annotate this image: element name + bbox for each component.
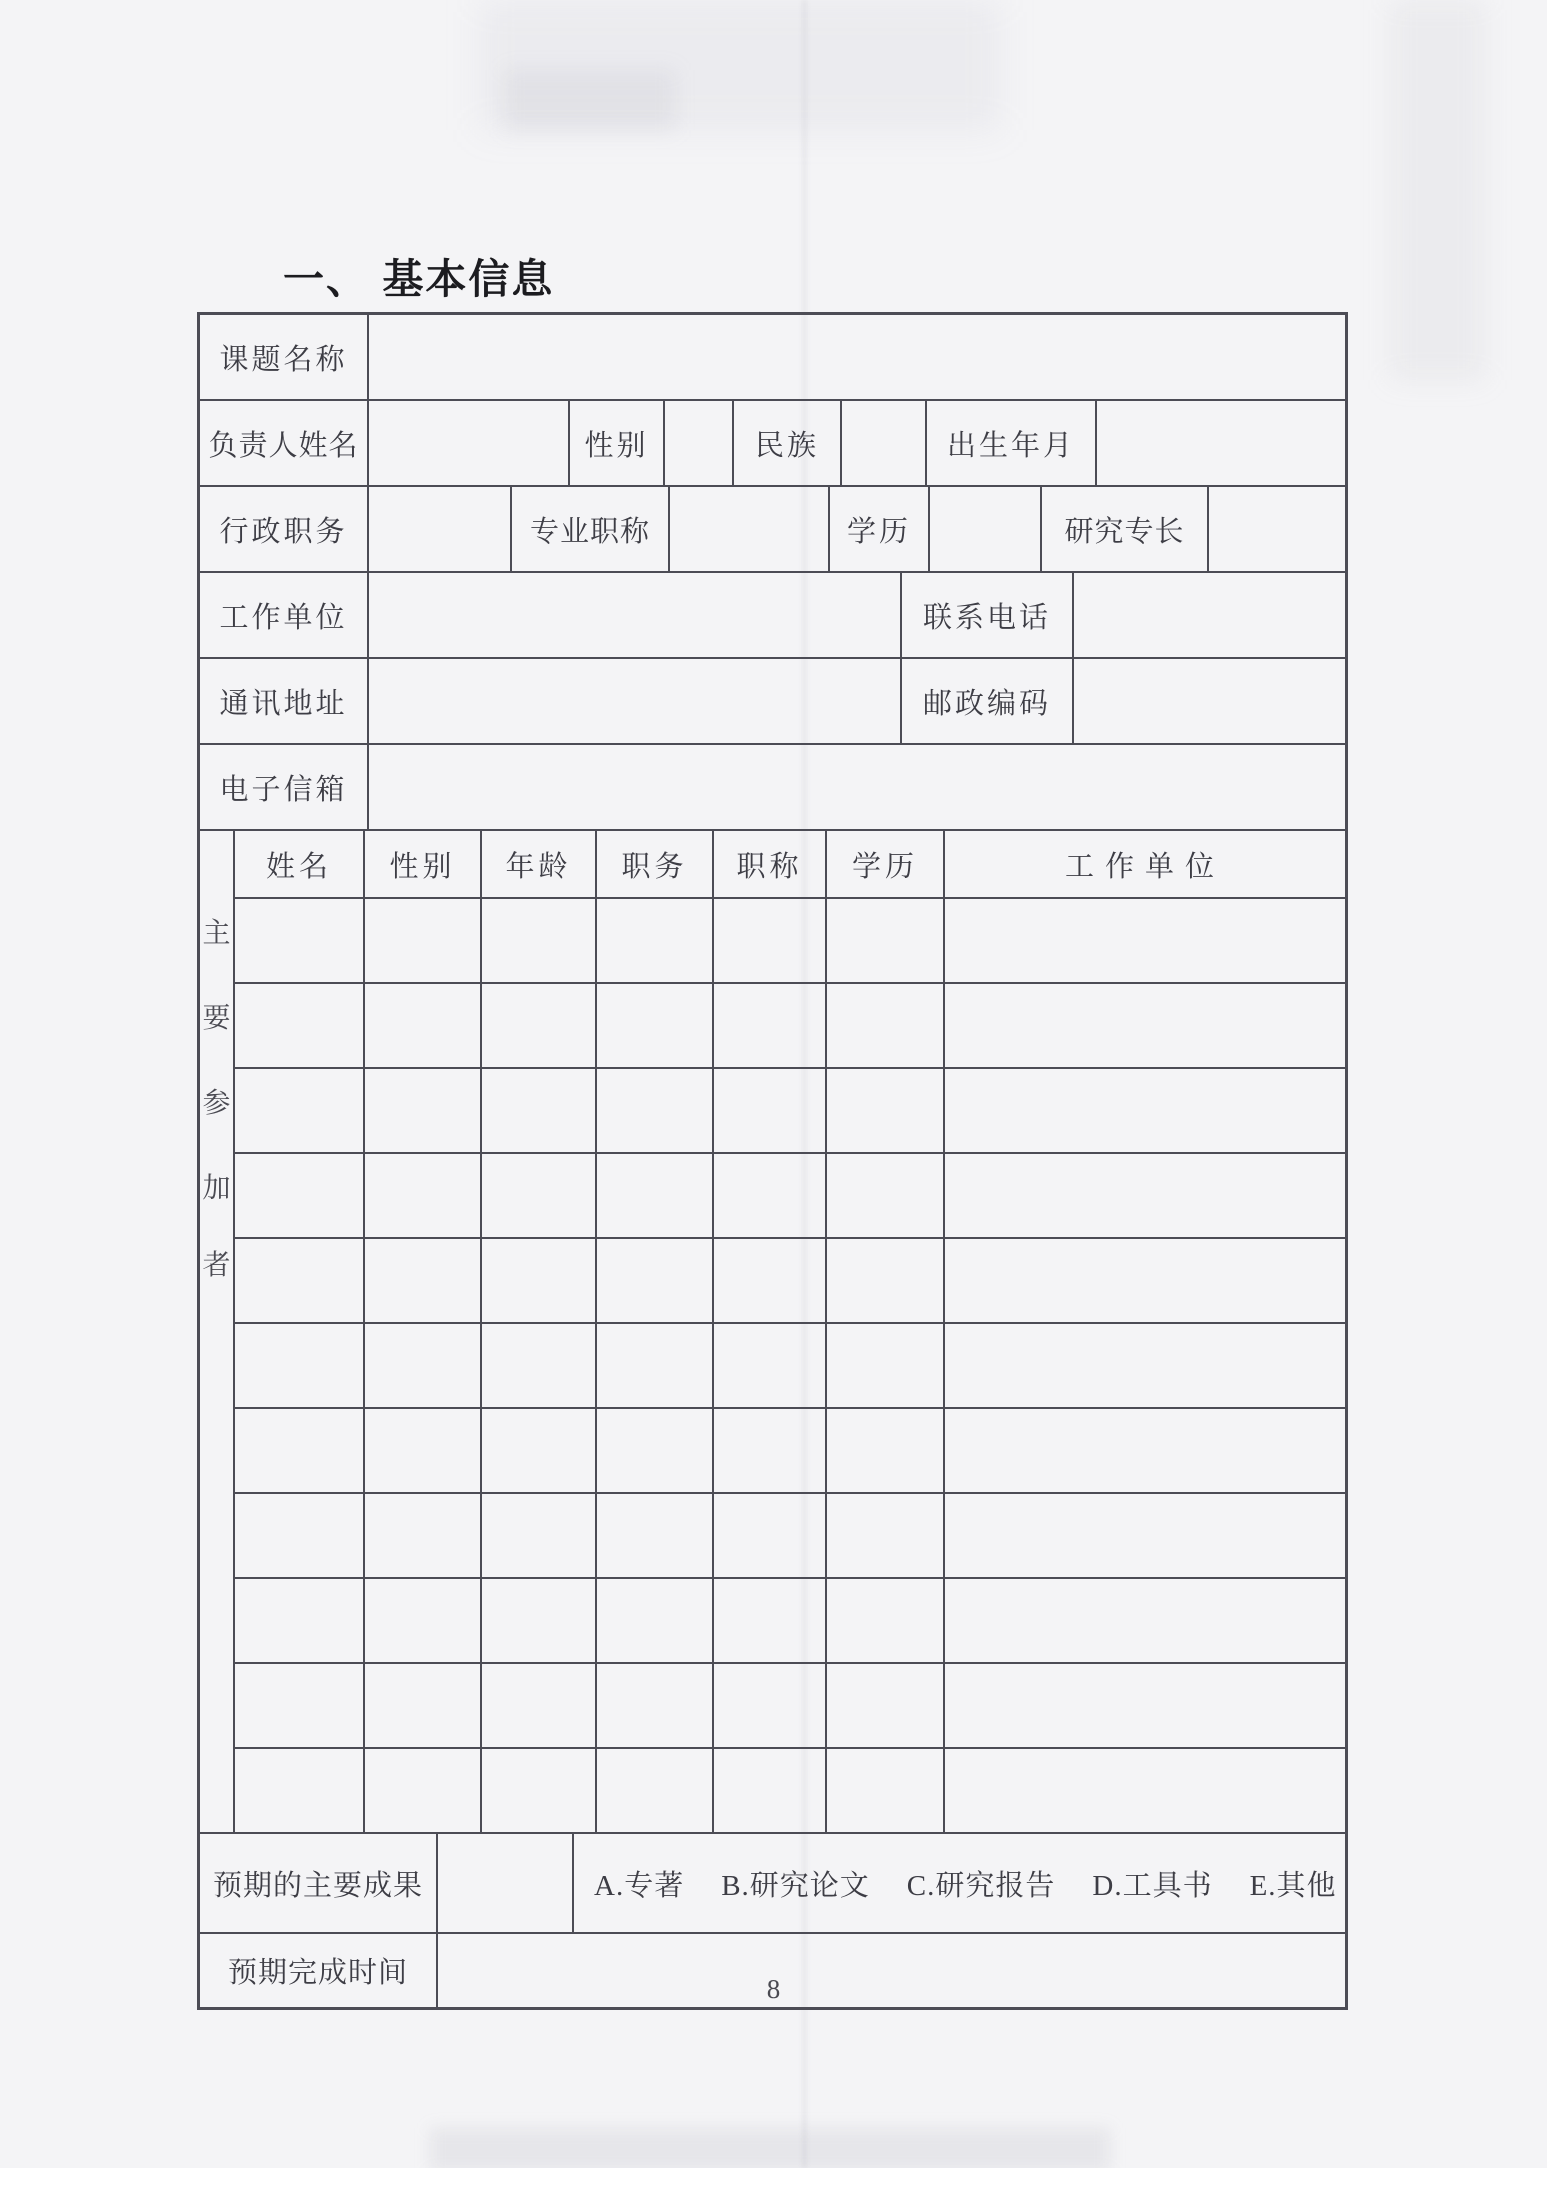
participants-label-char: 加 bbox=[202, 1173, 231, 1204]
participant-education-cell bbox=[825, 1069, 943, 1152]
participant-gender-cell bbox=[363, 1579, 480, 1662]
participant-age-cell bbox=[480, 1664, 595, 1747]
participants-col-gender: 性别 bbox=[389, 850, 456, 883]
participants-col-work-unit: 工作单位 bbox=[1064, 850, 1225, 883]
participant-empty-row bbox=[233, 1067, 1345, 1152]
participants-col-work-unit-cell bbox=[943, 831, 1345, 897]
contact-phone-label: 联系电话 bbox=[922, 601, 1051, 634]
participant-empty-row bbox=[233, 1747, 1345, 1832]
contact-phone-label-cell bbox=[900, 573, 1072, 657]
participant-name-cell bbox=[233, 899, 363, 982]
gender-value-cell bbox=[663, 401, 732, 485]
postal-code-value-cell bbox=[1072, 659, 1345, 743]
participant-gender-cell bbox=[363, 984, 480, 1067]
address-row bbox=[200, 657, 1345, 743]
section-title: 一、 基本信息 bbox=[283, 256, 555, 302]
participant-empty-row bbox=[233, 1407, 1345, 1492]
professional-title-value-cell bbox=[668, 487, 828, 571]
option-other: E.其他 bbox=[1249, 1869, 1337, 1902]
participant-gender-cell bbox=[363, 1324, 480, 1407]
participant-name-cell bbox=[233, 1154, 363, 1237]
participant-age-cell bbox=[480, 899, 595, 982]
education-value-cell bbox=[928, 487, 1040, 571]
participant-age-cell bbox=[480, 1409, 595, 1492]
participants-header-row bbox=[233, 831, 1345, 897]
participant-post-cell bbox=[595, 1579, 712, 1662]
participant-gender-cell bbox=[363, 1409, 480, 1492]
participants-col-post: 职务 bbox=[621, 850, 688, 883]
participant-name-cell bbox=[233, 1069, 363, 1152]
participant-post-cell bbox=[595, 1239, 712, 1322]
gender-label-cell bbox=[568, 401, 663, 485]
participants-col-title-cell bbox=[712, 831, 825, 897]
leader-name-label: 负责人姓名 bbox=[208, 429, 359, 462]
participants-section bbox=[200, 829, 1345, 1832]
participant-education-cell bbox=[825, 1324, 943, 1407]
expected-results-options-cell bbox=[572, 1834, 1345, 1932]
birth-date-value-cell bbox=[1095, 401, 1345, 485]
participant-post-cell bbox=[595, 899, 712, 982]
professional-title-label-cell bbox=[510, 487, 668, 571]
participant-name-cell bbox=[233, 1239, 363, 1322]
participant-name-cell bbox=[233, 1324, 363, 1407]
participant-gender-cell bbox=[363, 1494, 480, 1577]
participant-education-cell bbox=[825, 1409, 943, 1492]
postal-code-label-cell bbox=[900, 659, 1072, 743]
email-label: 电子信箱 bbox=[219, 773, 348, 806]
participant-title-cell bbox=[712, 1664, 825, 1747]
participant-post-cell bbox=[595, 1749, 712, 1832]
basic-info-table bbox=[197, 312, 1348, 2010]
work-unit-label-cell bbox=[200, 573, 367, 657]
participants-col-post-cell bbox=[595, 831, 712, 897]
participant-empty-row bbox=[233, 1237, 1345, 1322]
participant-age-cell bbox=[480, 1069, 595, 1152]
option-research-report: C.研究报告 bbox=[906, 1869, 1056, 1902]
page-number: 8 bbox=[766, 1974, 781, 2004]
mailing-address-label: 通讯地址 bbox=[219, 687, 348, 720]
participant-education-cell bbox=[825, 984, 943, 1067]
participant-title-cell bbox=[712, 1494, 825, 1577]
ethnicity-label: 民族 bbox=[754, 429, 819, 462]
participants-table bbox=[233, 831, 1345, 1832]
scan-smudge-top-small bbox=[505, 70, 675, 130]
participants-col-title: 职称 bbox=[736, 850, 803, 883]
contact-phone-value-cell bbox=[1072, 573, 1345, 657]
email-label-cell bbox=[200, 745, 367, 829]
participant-name-cell bbox=[233, 984, 363, 1067]
expected-results-row bbox=[200, 1832, 1345, 1932]
project-name-label: 课题名称 bbox=[219, 343, 348, 376]
participant-empty-row bbox=[233, 1322, 1345, 1407]
birth-date-label-cell bbox=[925, 401, 1095, 485]
participants-col-education: 学历 bbox=[851, 850, 918, 883]
participants-col-age: 年龄 bbox=[505, 850, 572, 883]
participant-post-cell bbox=[595, 1664, 712, 1747]
participants-col-name: 姓名 bbox=[265, 850, 332, 883]
participants-label-char: 主 bbox=[202, 918, 231, 949]
participant-age-cell bbox=[480, 1749, 595, 1832]
participant-title-cell bbox=[712, 1069, 825, 1152]
work-unit-label: 工作单位 bbox=[219, 601, 348, 634]
participants-body bbox=[233, 897, 1345, 1832]
participant-title-cell bbox=[712, 1324, 825, 1407]
research-specialty-label-cell bbox=[1040, 487, 1207, 571]
participant-gender-cell bbox=[363, 1154, 480, 1237]
participant-empty-row bbox=[233, 897, 1345, 982]
scan-smudge-top bbox=[480, 0, 1000, 130]
leader-name-label-cell bbox=[200, 401, 367, 485]
participant-title-cell bbox=[712, 1409, 825, 1492]
participant-title-cell bbox=[712, 899, 825, 982]
participant-education-cell bbox=[825, 899, 943, 982]
participants-label-char: 者 bbox=[202, 1250, 231, 1281]
participant-title-cell bbox=[712, 1154, 825, 1237]
email-value-cell bbox=[367, 745, 1345, 829]
participant-name-cell bbox=[233, 1409, 363, 1492]
scan-smudge-bottom bbox=[430, 2128, 1110, 2172]
participant-work-unit-cell bbox=[943, 1749, 1345, 1832]
admin-post-label-cell bbox=[200, 487, 367, 571]
participants-label-char: 参 bbox=[202, 1088, 231, 1119]
participant-age-cell bbox=[480, 984, 595, 1067]
participant-education-cell bbox=[825, 1154, 943, 1237]
work-unit-row bbox=[200, 571, 1345, 657]
position-row bbox=[200, 485, 1345, 571]
expected-results-label-cell bbox=[200, 1834, 436, 1932]
participant-name-cell bbox=[233, 1664, 363, 1747]
participant-education-cell bbox=[825, 1239, 943, 1322]
project-name-value-cell bbox=[367, 315, 1345, 399]
expected-completion-label: 预期完成时间 bbox=[227, 1957, 408, 1989]
participant-age-cell bbox=[480, 1494, 595, 1577]
participants-col-age-cell bbox=[480, 831, 595, 897]
participant-name-cell bbox=[233, 1494, 363, 1577]
participant-gender-cell bbox=[363, 1069, 480, 1152]
scan-smudge-right bbox=[1390, 0, 1485, 380]
participant-age-cell bbox=[480, 1154, 595, 1237]
participant-work-unit-cell bbox=[943, 1239, 1345, 1322]
participant-post-cell bbox=[595, 1494, 712, 1577]
participant-gender-cell bbox=[363, 899, 480, 982]
participant-title-cell bbox=[712, 984, 825, 1067]
participant-age-cell bbox=[480, 1579, 595, 1662]
participants-col-name-cell bbox=[233, 831, 363, 897]
participant-work-unit-cell bbox=[943, 1409, 1345, 1492]
participant-empty-row bbox=[233, 1662, 1345, 1747]
participant-work-unit-cell bbox=[943, 1664, 1345, 1747]
birth-date-label: 出生年月 bbox=[946, 429, 1075, 462]
gender-label: 性别 bbox=[584, 429, 649, 462]
participant-education-cell bbox=[825, 1664, 943, 1747]
participants-col-education-cell bbox=[825, 831, 943, 897]
expected-results-label: 预期的主要成果 bbox=[212, 1869, 423, 1902]
participant-gender-cell bbox=[363, 1664, 480, 1747]
participant-education-cell bbox=[825, 1579, 943, 1662]
participant-work-unit-cell bbox=[943, 1324, 1345, 1407]
participant-education-cell bbox=[825, 1494, 943, 1577]
research-specialty-value-cell bbox=[1207, 487, 1345, 571]
postal-code-label: 邮政编码 bbox=[922, 687, 1051, 720]
participant-empty-row bbox=[233, 982, 1345, 1067]
participant-work-unit-cell bbox=[943, 984, 1345, 1067]
participant-work-unit-cell bbox=[943, 1154, 1345, 1237]
work-unit-value-cell bbox=[367, 573, 900, 657]
participant-age-cell bbox=[480, 1324, 595, 1407]
participant-empty-row bbox=[233, 1492, 1345, 1577]
participants-label-char: 要 bbox=[202, 1003, 231, 1034]
research-specialty-label: 研究专长 bbox=[1064, 515, 1185, 548]
participant-post-cell bbox=[595, 1324, 712, 1407]
participant-post-cell bbox=[595, 1154, 712, 1237]
mailing-address-label-cell bbox=[200, 659, 367, 743]
scan-edge-strip bbox=[0, 2168, 1547, 2190]
participant-post-cell bbox=[595, 984, 712, 1067]
participant-work-unit-cell bbox=[943, 899, 1345, 982]
ethnicity-value-cell bbox=[840, 401, 925, 485]
expected-results-empty-cell bbox=[436, 1834, 572, 1932]
option-research-paper: B.研究论文 bbox=[721, 1869, 870, 1902]
participant-empty-row bbox=[233, 1577, 1345, 1662]
participants-col-gender-cell bbox=[363, 831, 480, 897]
admin-post-value-cell bbox=[367, 487, 510, 571]
participant-empty-row bbox=[233, 1152, 1345, 1237]
education-label: 学历 bbox=[846, 515, 911, 548]
admin-post-label: 行政职务 bbox=[219, 515, 348, 548]
participant-title-cell bbox=[712, 1749, 825, 1832]
participant-work-unit-cell bbox=[943, 1579, 1345, 1662]
participant-post-cell bbox=[595, 1069, 712, 1152]
participant-age-cell bbox=[480, 1239, 595, 1322]
project-name-label-cell bbox=[200, 315, 367, 399]
option-reference-book: D.工具书 bbox=[1092, 1869, 1213, 1902]
participant-work-unit-cell bbox=[943, 1069, 1345, 1152]
ethnicity-label-cell bbox=[732, 401, 840, 485]
leader-row bbox=[200, 399, 1345, 485]
participant-title-cell bbox=[712, 1239, 825, 1322]
email-row bbox=[200, 743, 1345, 829]
participants-vertical-label bbox=[200, 831, 233, 1832]
project-name-row bbox=[200, 315, 1345, 399]
leader-name-value-cell bbox=[367, 401, 568, 485]
mailing-address-value-cell bbox=[367, 659, 900, 743]
education-label-cell bbox=[828, 487, 928, 571]
participant-name-cell bbox=[233, 1579, 363, 1662]
participant-title-cell bbox=[712, 1579, 825, 1662]
participant-work-unit-cell bbox=[943, 1494, 1345, 1577]
participant-gender-cell bbox=[363, 1239, 480, 1322]
professional-title-label: 专业职称 bbox=[529, 515, 650, 548]
participant-education-cell bbox=[825, 1749, 943, 1832]
option-monograph: A.专著 bbox=[594, 1869, 685, 1902]
participant-gender-cell bbox=[363, 1749, 480, 1832]
participant-name-cell bbox=[233, 1749, 363, 1832]
participant-post-cell bbox=[595, 1409, 712, 1492]
